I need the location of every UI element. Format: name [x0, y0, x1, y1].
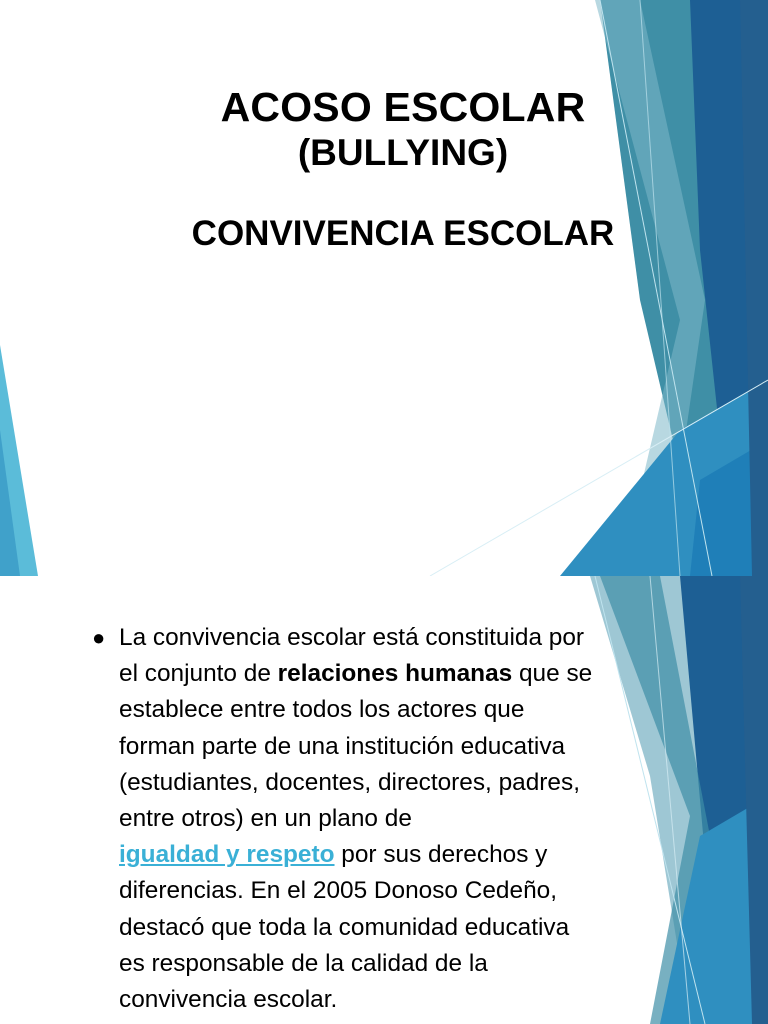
bullet-marker: ● — [92, 625, 106, 650]
slide-subtitle: (BULLYING) — [297, 132, 509, 173]
bullet-text — [119, 620, 712, 1018]
text-line: entre otros) en un plano de — [119, 805, 412, 833]
text-line: es responsable de la calidad de la — [119, 949, 488, 977]
bold-phrase: relaciones humanas — [277, 660, 513, 688]
text-line: forman parte de una institución educativa — [119, 732, 566, 760]
bullet-paragraph — [92, 620, 712, 1018]
text-line: convivencia escolar. — [119, 986, 338, 1014]
text-line: destacó que toda la comunidad educativa — [119, 913, 570, 941]
text-line: diferencias. En el 2005 Donoso Cedeño, — [119, 877, 557, 905]
text-line: igualdad y respeto por sus derechos y — [119, 841, 548, 869]
text-line: La convivencia escolar está constituida por — [119, 624, 585, 651]
content-slide — [0, 576, 768, 1024]
section-title: CONVIVENCIA ESCOLAR — [191, 214, 615, 253]
hyperlink-igualdad-respeto[interactable]: igualdad y respeto — [119, 841, 335, 869]
text-line: el conjunto de relaciones humanas que se — [119, 660, 593, 688]
slide-title: ACOSO ESCOLAR — [220, 84, 586, 130]
text-line: (estudiantes, docentes, directores, padres, — [119, 768, 580, 796]
text-line: establece entre todos los actores que — [119, 696, 525, 724]
